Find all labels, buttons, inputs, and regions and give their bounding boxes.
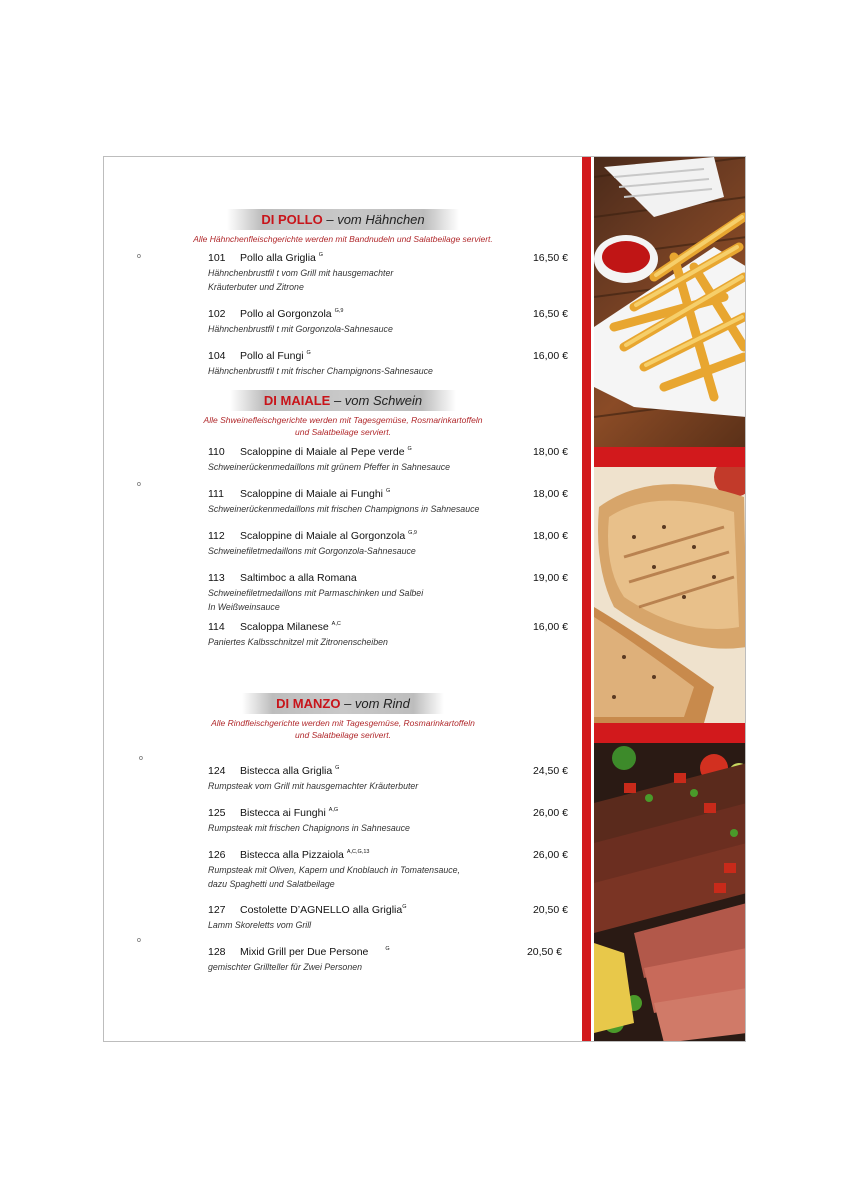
item-name: Pollo al Gorgonzola — [240, 308, 332, 320]
item-description: Schweinefiletmedaillons mit Parmaschinken und Salbei — [208, 588, 424, 598]
item-number: 101 — [208, 252, 226, 264]
section-title: DI POLLO — [261, 212, 323, 227]
item-name: Saltimboc a alla Romana — [240, 572, 357, 584]
allergen-code: G — [385, 946, 390, 952]
menu-item — [208, 946, 562, 974]
item-number: 112 — [208, 530, 225, 542]
item-description: dazu Spaghetti und Salatbeilage — [208, 879, 335, 889]
item-number: 110 — [208, 446, 225, 458]
item-name: Costolette D’AGNELLO alla Griglia — [240, 904, 403, 916]
allergen-code: G — [318, 252, 324, 258]
section-banner — [230, 390, 456, 411]
menu-item — [208, 621, 568, 649]
item-price: 16,00 € — [532, 621, 568, 633]
section-note: Alle Hähnchenfleischgerichte werden mit Bandnudeln und Salatbeilage serviert. — [193, 234, 493, 244]
bullet-marker: o — [139, 755, 143, 762]
menu-item — [208, 488, 568, 516]
section-note — [104, 414, 582, 438]
section-banner — [242, 693, 444, 714]
section-subtitle: – vom Rind — [344, 696, 410, 711]
menu-item — [208, 350, 568, 378]
item-description: Rumpsteak mit Oliven, Kapern und Knoblauch in Tomatensauce, — [208, 865, 460, 875]
item-name: Bistecca ai Funghi — [240, 807, 326, 819]
item-price: 18,00 € — [532, 488, 568, 500]
section-maiale — [104, 390, 582, 438]
item-number: 128 — [208, 946, 226, 958]
item-description: Hähnchenbrustfil t mit frischer Champignons-Sahnesauce — [208, 366, 433, 376]
menu-item — [208, 849, 568, 891]
item-description: Schweinerückenmedaillons mit frischen Champignons in Sahnesauce — [208, 504, 480, 514]
item-description: Schweinefiletmedaillons mit Gorgonzola-Sahnesauce — [208, 546, 416, 556]
note-line: Alle Shweinefleischgerichte werden mit Tagesgemüse, Rosmarinkartoffeln — [203, 415, 483, 425]
item-number: 104 — [208, 350, 226, 362]
section-manzo — [104, 693, 582, 741]
item-number: 125 — [208, 807, 226, 819]
item-number: 114 — [208, 621, 225, 633]
menu-item — [208, 904, 568, 932]
item-name: Pollo al Fungi — [240, 350, 304, 362]
item-description: Kräuterbuter und Zitrone — [208, 282, 304, 292]
item-description: Schweinerückenmedaillons mit grünem Pfeffer in Sahnesauce — [208, 462, 451, 472]
item-description: Hähnchenbrustfil t mit Gorgonzola-Sahnesauce — [208, 324, 393, 334]
item-number: 102 — [208, 308, 226, 320]
item-price: 16,50 € — [532, 252, 568, 264]
note-line: und Salatbeilage serviert. — [295, 427, 391, 437]
allergen-code: G — [306, 350, 311, 356]
note-line: und Salatbeilage serivert. — [295, 730, 391, 740]
item-price: 20,50 € — [532, 904, 568, 916]
item-name: Scaloppine di Maiale al Pepe verde — [240, 446, 405, 458]
allergen-code: G — [385, 488, 391, 494]
item-number: 124 — [208, 765, 226, 777]
section-banner — [227, 209, 458, 230]
menu-item — [208, 530, 568, 558]
item-price: 20,50 € — [526, 946, 562, 958]
item-price: 19,00 € — [532, 572, 568, 584]
bullet-marker: o — [137, 481, 141, 488]
item-name: Bistecca alla Pizzaiola — [240, 849, 344, 861]
allergen-code: A,C — [331, 621, 341, 627]
item-description: Rumpsteak vom Grill mit hausgemachter Kräuterbuter — [208, 781, 419, 791]
allergen-code: A,C,G,13 — [346, 849, 370, 855]
section-subtitle: – vom Hähnchen — [326, 212, 425, 227]
french-fries-illustration — [594, 157, 746, 447]
allergen-code: A,G — [328, 807, 339, 813]
allergen-code: G — [407, 446, 412, 452]
allergen-code: G,9 — [334, 308, 344, 314]
item-description: gemischter Grillteller für Zwei Personen — [208, 962, 362, 972]
item-price: 18,00 € — [532, 446, 568, 458]
sliced-beef-photo — [594, 743, 746, 1042]
item-name: Scaloppine di Maiale ai Funghi — [240, 488, 384, 500]
item-price: 26,00 € — [532, 807, 568, 819]
menu-item — [208, 765, 568, 793]
item-description: Hähnchenbrustfil t vom Grill mit hausgemachter — [208, 268, 394, 278]
item-price: 18,00 € — [532, 530, 568, 542]
menu-item — [208, 446, 568, 474]
menu-item — [208, 252, 568, 294]
allergen-code: G — [402, 904, 407, 910]
note-line: Alle Rindfleischgerichte werden mit Tagesgemüse, Rosmarinkartoffeln — [211, 718, 475, 728]
item-price: 26,00 € — [532, 849, 568, 861]
french-fries-photo — [594, 157, 746, 447]
item-price: 16,00 € — [532, 350, 568, 362]
section-pollo — [104, 209, 582, 245]
item-name: Pollo alla Griglia — [240, 252, 316, 264]
bullet-marker: o — [137, 937, 141, 944]
item-name: Scaloppine di Maiale al Gorgonzola — [240, 530, 406, 542]
pork-steak-photo — [594, 467, 746, 723]
sliced-beef-illustration — [594, 743, 746, 1042]
item-name: Bistecca alla Griglia — [240, 765, 333, 777]
red-separator — [594, 447, 746, 467]
allergen-code: G,9 — [408, 530, 417, 536]
item-description: In Weißweinsauce — [208, 602, 280, 612]
menu-item — [208, 308, 568, 336]
menu-item — [208, 572, 568, 614]
bullet-marker: o — [137, 253, 141, 260]
menu-page — [103, 156, 746, 1042]
section-title: DI MAIALE — [263, 393, 331, 408]
pork-steak-illustration — [594, 467, 746, 723]
section-title: DI MANZO — [276, 696, 341, 711]
item-name: Scaloppa Milanese — [240, 621, 329, 633]
allergen-code: G — [335, 765, 340, 771]
item-number: 113 — [208, 572, 225, 584]
item-description: Rumpsteak mit frischen Chapignons in Sahnesauce — [208, 823, 410, 833]
item-number: 111 — [208, 488, 224, 500]
item-number: 126 — [208, 849, 226, 861]
section-subtitle: – vom Schwein — [333, 393, 423, 408]
item-number: 127 — [208, 904, 226, 916]
item-name: Mixid Grill per Due Persone — [240, 946, 369, 958]
section-note — [104, 717, 582, 741]
item-description: Lamm Skoreletts vom Grill — [208, 920, 312, 930]
item-price: 16,50 € — [532, 308, 568, 320]
item-description: Paniertes Kalbsschnitzel mit Zitronenscheiben — [208, 637, 388, 647]
red-separator — [594, 723, 746, 743]
red-divider-bar — [582, 157, 591, 1042]
menu-item — [208, 807, 568, 835]
item-price: 24,50 € — [532, 765, 568, 777]
